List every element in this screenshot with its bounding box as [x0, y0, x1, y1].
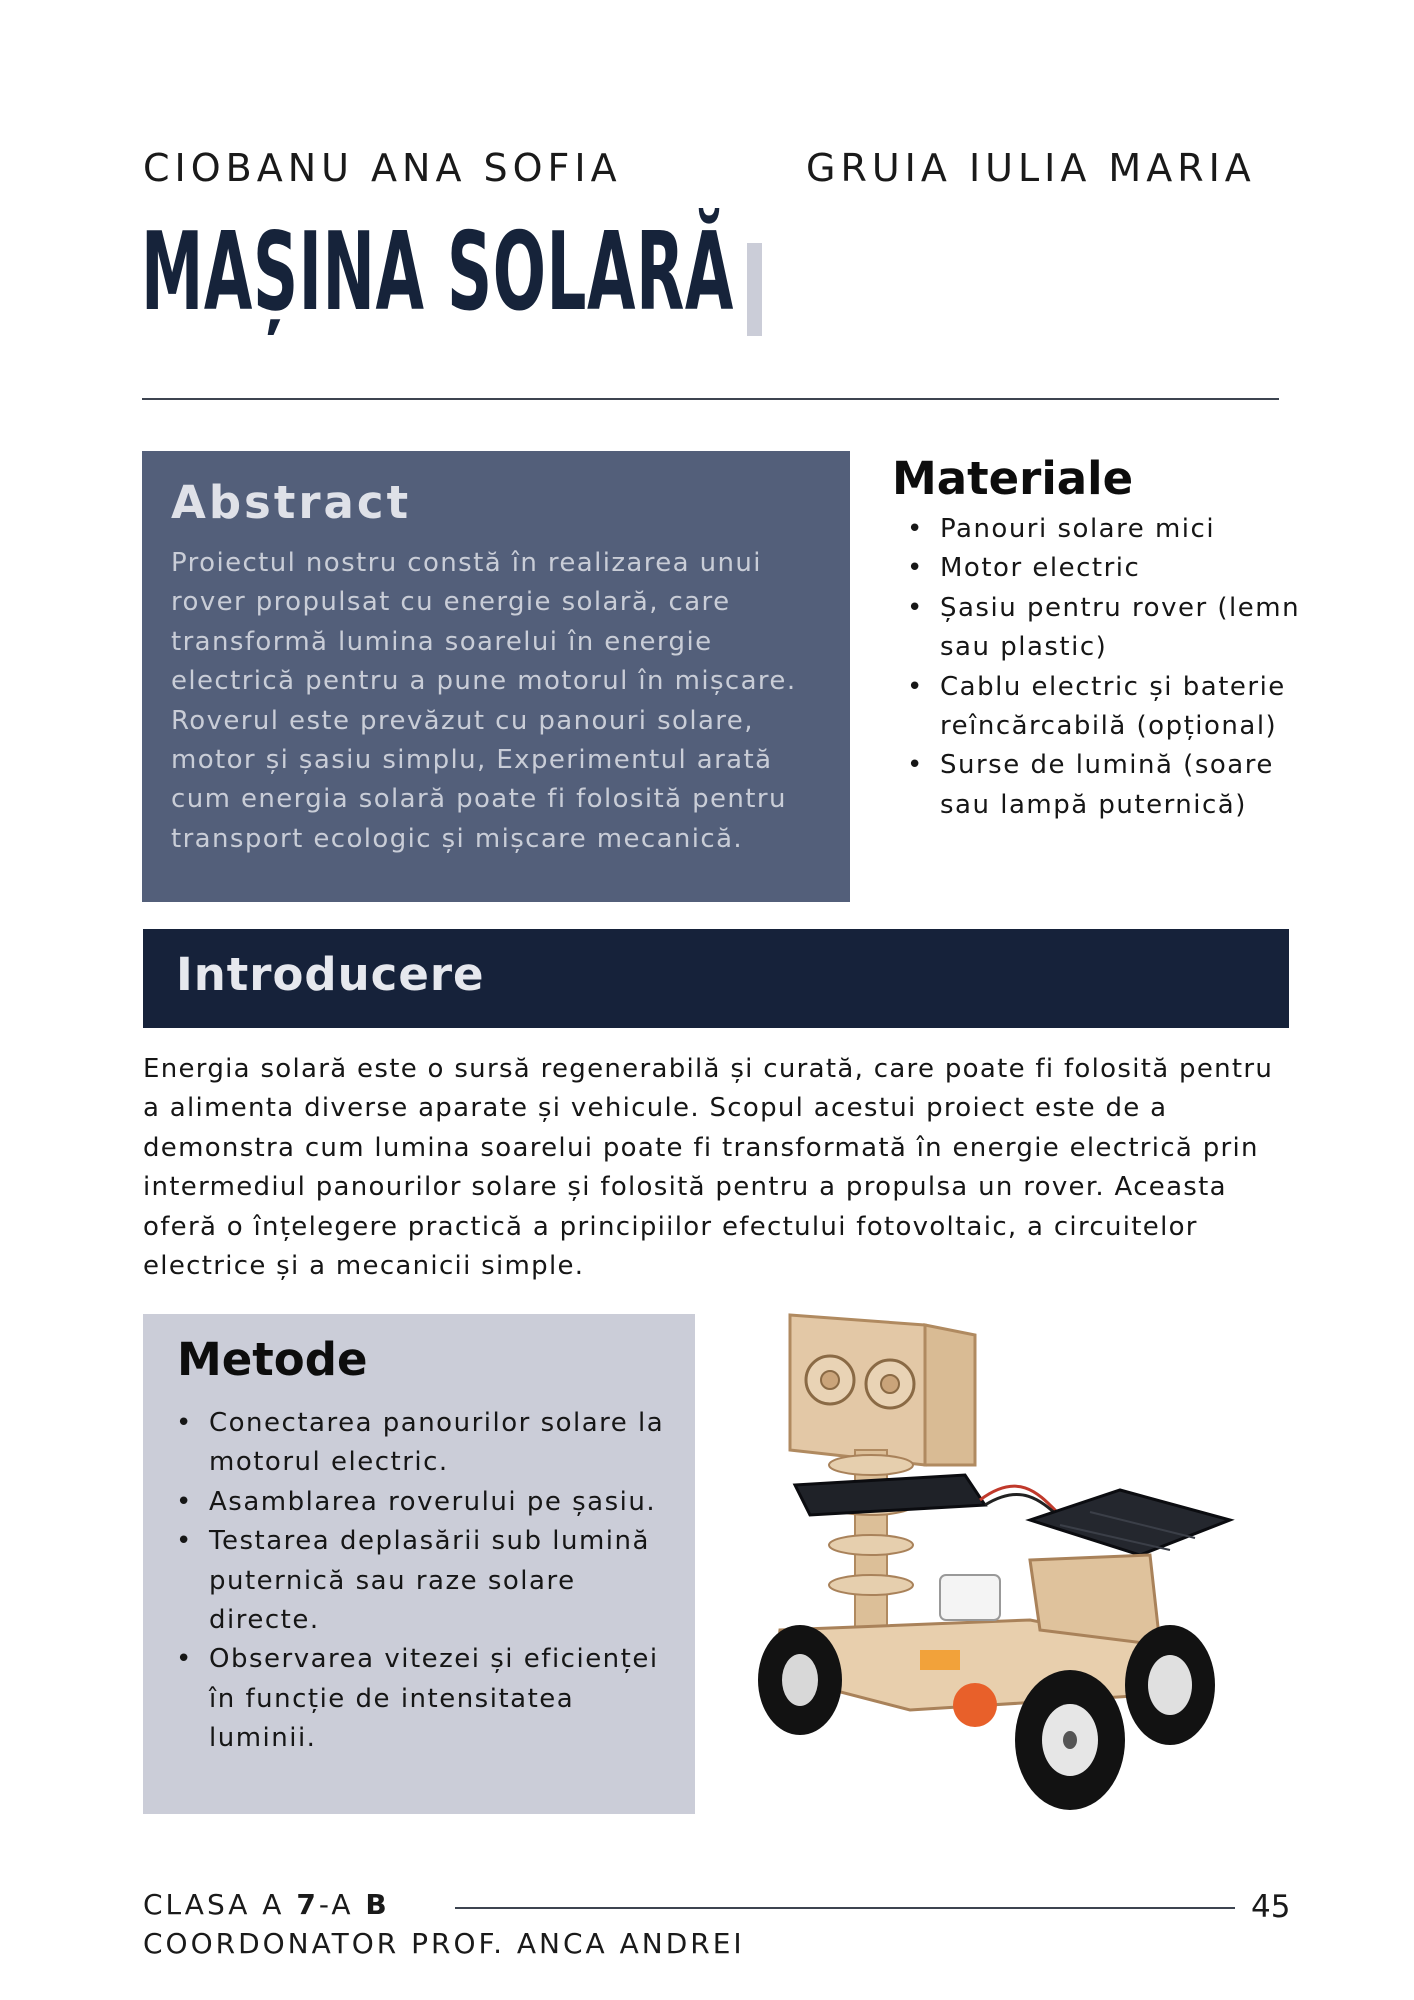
list-item: • Observarea vitezei și eficienței în funcție de intensitatea luminii.	[173, 1640, 683, 1758]
header-divider	[142, 398, 1279, 400]
solar-rover-photo	[740, 1300, 1270, 1820]
metode-heading: Metode	[177, 1333, 368, 1386]
class-mid: -A	[318, 1888, 366, 1921]
list-item: • Surse de lumină (soare sau lampă puternică)	[904, 746, 1324, 825]
class-label	[143, 1888, 390, 1921]
title-accent-bar	[747, 243, 762, 336]
introducere-heading: Introducere	[176, 948, 485, 1001]
rover-head	[790, 1315, 975, 1465]
footer-divider	[455, 1907, 1235, 1909]
introducere-text: Energia solară este o sursă regenerabilă și curată, care poate fi folosită pentru a alimenta diverse aparate și vehicule. Scopul acestui proiect este de a demonstra cum lumina soarelui poate fi transformată în energie electrică prin intermediul panourilor solare și folosită pentru a propulsa un rover. Aceasta oferă o înțelegere practică a principiilor efectului fotovoltaic, a circuitelor electrice și a mecanicii simple.	[143, 1054, 1274, 1282]
list-item: • Panouri solare mici	[904, 510, 1324, 549]
list-item: • Testarea deplasării sub lumină puternică sau raze solare directe.	[173, 1522, 683, 1640]
materiale-heading: Materiale	[892, 452, 1134, 505]
list-item: • Motor electric	[904, 549, 1324, 588]
materiale-list	[904, 510, 1324, 825]
metode-list	[173, 1404, 683, 1759]
class-number: 7	[296, 1888, 319, 1921]
author-name-left: CIOBANU ANA SOFIA	[143, 146, 622, 190]
list-item: • Cablu electric și baterie reîncărcabilă (opțional)	[904, 668, 1324, 747]
list-item: • Conectarea panourilor solare la motorul electric.	[173, 1404, 683, 1483]
list-item: • Asamblarea roverului pe șasiu.	[173, 1483, 683, 1522]
page-number: 45	[1251, 1889, 1291, 1925]
author-name-right: GRUIA IULIA MARIA	[806, 146, 1256, 190]
abstract-heading: Abstract	[171, 476, 412, 529]
coordinator-label: COORDONATOR PROF. ANCA ANDREI	[143, 1927, 745, 1960]
abstract-text: Proiectul nostru constă în realizarea unui rover propulsat cu energie solară, care transformă lumina soarelui în energie electrică pentru a pune motorul în mișcare. Roverul este prevăzut cu panouri solare, motor și șasiu simplu, Experimentul arată cum energia solară poate fi folosită pentru transport ecologic și mișcare mecanică.	[171, 548, 797, 854]
page-title: MAȘINA SOLARĂ	[141, 210, 734, 335]
class-letter: B	[365, 1888, 390, 1921]
class-prefix: CLASA A	[143, 1888, 297, 1921]
list-item: • Șasiu pentru rover (lemn sau plastic)	[904, 589, 1324, 668]
